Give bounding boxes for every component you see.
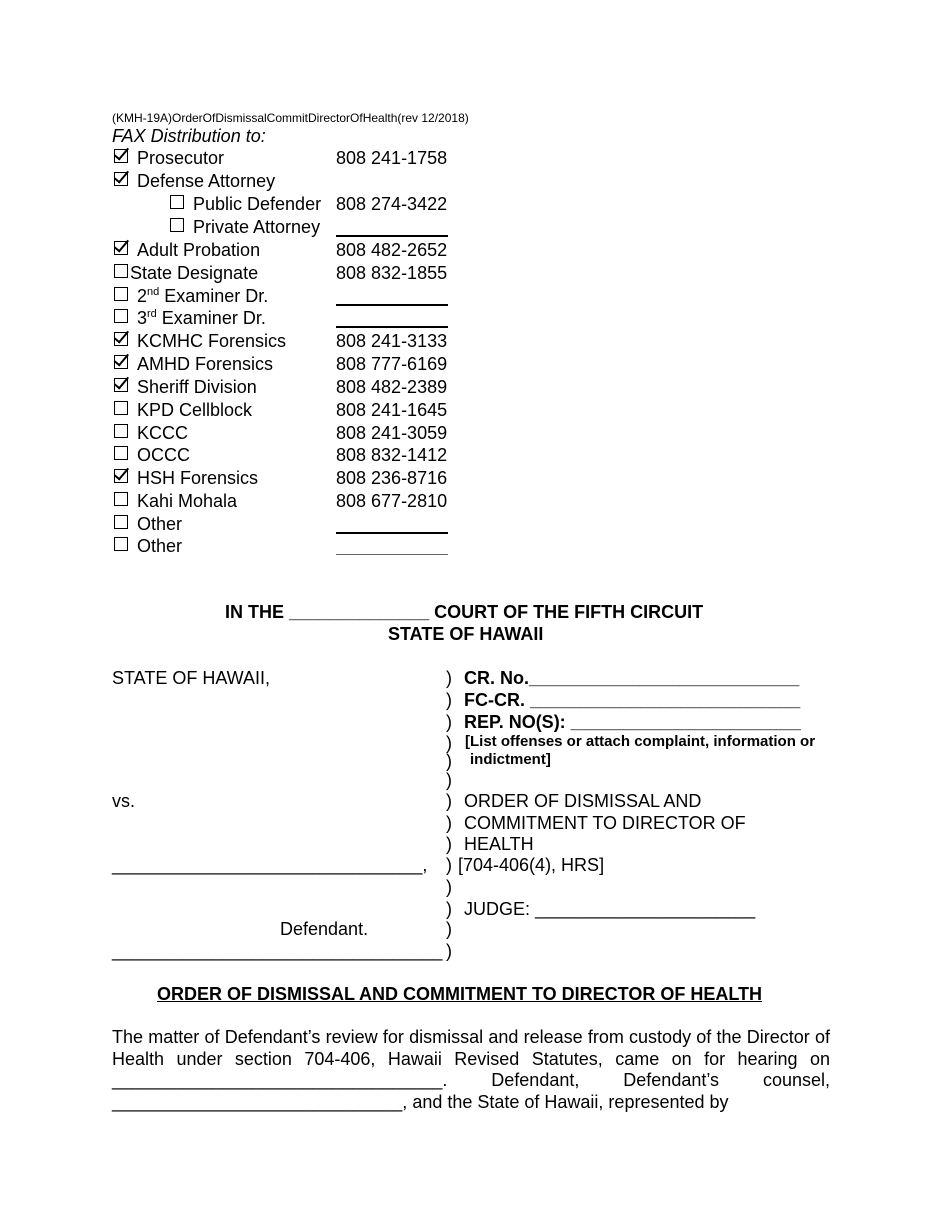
fax-recipient-label: Other bbox=[137, 536, 183, 556]
cr-number-field: CR. No.___________________________ bbox=[464, 668, 800, 688]
fax-recipient-label: 3rd Examiner Dr. bbox=[137, 308, 266, 328]
fax-number: 808 241-1645 bbox=[336, 400, 448, 420]
fc-cr-field: FC-CR. ___________________________ bbox=[464, 690, 801, 710]
document-title: ORDER OF DISMISSAL AND COMMITMENT TO DIRECTOR OF HEALTH bbox=[157, 984, 762, 1004]
plaintiff-name: STATE OF HAWAII, bbox=[112, 668, 271, 688]
checkbox-icon[interactable] bbox=[114, 515, 128, 529]
caption-paren: ) bbox=[446, 751, 452, 771]
fax-number: 808 482-2389 bbox=[336, 377, 448, 397]
checked-box-icon[interactable] bbox=[114, 172, 128, 186]
caption-paren: ) bbox=[446, 834, 452, 854]
versus-label: vs. bbox=[112, 791, 136, 811]
fax-number: 808 241-3059 bbox=[336, 423, 448, 443]
judge-field: JUDGE: ______________________ bbox=[464, 899, 756, 919]
fax-number: 808 482-2652 bbox=[336, 240, 448, 260]
fax-recipient-label: AMHD Forensics bbox=[137, 354, 274, 374]
caption-paren: ) bbox=[446, 712, 452, 732]
body-line-1: The matter of Defendant’s review for dismissal and release from custody of the Director of bbox=[112, 1027, 830, 1047]
fax-header: FAX Distribution to: bbox=[112, 126, 266, 146]
order-title-3: HEALTH bbox=[464, 834, 534, 854]
fax-recipient-label: Sheriff Division bbox=[137, 377, 257, 397]
checked-box-icon[interactable] bbox=[114, 332, 128, 346]
body-line-2: Health under section 704-406, Hawaii Revised Statutes, came on for hearing on bbox=[112, 1048, 830, 1069]
rep-number-field: REP. NO(S): _______________________ bbox=[464, 712, 801, 732]
body-word-defendant: Defendant, bbox=[491, 1070, 580, 1090]
fax-number: 808 832-1855 bbox=[336, 263, 448, 283]
checked-box-icon[interactable] bbox=[114, 149, 128, 163]
checked-box-icon[interactable] bbox=[114, 469, 128, 483]
caption-paren: ) bbox=[446, 855, 452, 875]
checkbox-icon[interactable] bbox=[114, 401, 128, 415]
fax-recipient-label: Other bbox=[137, 514, 183, 534]
fax-recipient-label: 2nd Examiner Dr. bbox=[137, 286, 269, 306]
fax-number: 808 677-2810 bbox=[336, 491, 448, 511]
caption-paren: ) bbox=[446, 690, 452, 710]
fax-recipient-label: Prosecutor bbox=[137, 148, 225, 168]
offense-note-2: indictment] bbox=[470, 751, 551, 768]
caption-paren: ) bbox=[446, 919, 452, 939]
court-state: STATE OF HAWAII bbox=[388, 624, 544, 644]
body-word-counsel: counsel, bbox=[762, 1070, 830, 1090]
checkbox-icon[interactable] bbox=[114, 264, 128, 278]
fax-number: 808 236-8716 bbox=[336, 468, 448, 488]
checked-box-icon[interactable] bbox=[114, 378, 128, 392]
fax-recipient-label: Defense Attorney bbox=[137, 171, 276, 191]
order-title-2: COMMITMENT TO DIRECTOR OF bbox=[464, 813, 746, 833]
checkbox-icon[interactable] bbox=[114, 424, 128, 438]
fax-recipient-label: Public Defender bbox=[193, 194, 322, 214]
fax-number: 808 274-3422 bbox=[336, 194, 448, 214]
fax-recipient-label: OCCC bbox=[137, 445, 190, 465]
hearing-date-blank: _________________________________. bbox=[112, 1070, 448, 1090]
court-heading: IN THE ______________ COURT OF THE FIFTH CIRCUIT bbox=[225, 602, 704, 622]
defendant-label: Defendant. bbox=[280, 919, 369, 939]
caption-paren: ) bbox=[446, 770, 452, 790]
order-title-1: ORDER OF DISMISSAL AND bbox=[464, 791, 702, 811]
fax-number: 808 241-3133 bbox=[336, 331, 448, 351]
checkbox-icon[interactable] bbox=[114, 492, 128, 506]
fax-number-blank bbox=[336, 326, 448, 328]
fax-recipient-label: KCCC bbox=[137, 423, 189, 443]
form-code: (KMH-19A)OrderOfDismissalCommitDirectorOfHealth(rev 12/2018) bbox=[112, 111, 469, 125]
fax-number-blank bbox=[336, 235, 448, 237]
fax-recipient-label: KCMHC Forensics bbox=[137, 331, 287, 351]
caption-paren: ) bbox=[446, 941, 452, 961]
body-line-3 bbox=[112, 1070, 830, 1092]
body-paragraph bbox=[112, 1027, 830, 1113]
fax-recipient-label: KPD Cellblock bbox=[137, 400, 253, 420]
fax-recipient-label: HSH Forensics bbox=[137, 468, 259, 488]
checkbox-icon[interactable] bbox=[114, 446, 128, 460]
checkbox-icon[interactable] bbox=[114, 309, 128, 323]
checkbox-icon[interactable] bbox=[170, 195, 184, 209]
fax-number-blank bbox=[336, 532, 448, 534]
caption-paren: ) bbox=[446, 877, 452, 897]
fax-number: 808 777-6169 bbox=[336, 354, 448, 374]
checked-box-icon[interactable] bbox=[114, 241, 128, 255]
statute-reference: [704-406(4), HRS] bbox=[458, 855, 605, 875]
checked-box-icon[interactable] bbox=[114, 355, 128, 369]
caption-paren: ) bbox=[446, 733, 452, 753]
checkbox-icon[interactable] bbox=[114, 537, 128, 551]
caption-paren: ) bbox=[446, 668, 452, 688]
caption-bottom-line: _________________________________ bbox=[112, 941, 443, 961]
fax-number-blank bbox=[336, 304, 448, 306]
fax-number-blank bbox=[336, 554, 448, 555]
defendant-name-line: _______________________________, bbox=[112, 855, 428, 875]
fax-recipient-label: Private Attorney bbox=[193, 217, 321, 237]
body-line-4: _____________________________, and the State of Hawaii, represented by bbox=[112, 1091, 729, 1112]
fax-recipient-label: State Designate bbox=[130, 263, 259, 283]
checkbox-icon[interactable] bbox=[170, 218, 184, 232]
body-word-defendants: Defendant’s bbox=[623, 1070, 720, 1090]
caption-paren: ) bbox=[446, 813, 452, 833]
offense-note-1: [List offenses or attach complaint, information or bbox=[465, 733, 816, 750]
caption-paren: ) bbox=[446, 899, 452, 919]
caption-paren: ) bbox=[446, 791, 452, 811]
fax-number: 808 832-1412 bbox=[336, 445, 448, 465]
checkbox-icon[interactable] bbox=[114, 287, 128, 301]
fax-recipient-label: Kahi Mohala bbox=[137, 491, 238, 511]
fax-number: 808 241-1758 bbox=[336, 148, 448, 168]
fax-recipient-label: Adult Probation bbox=[137, 240, 261, 260]
